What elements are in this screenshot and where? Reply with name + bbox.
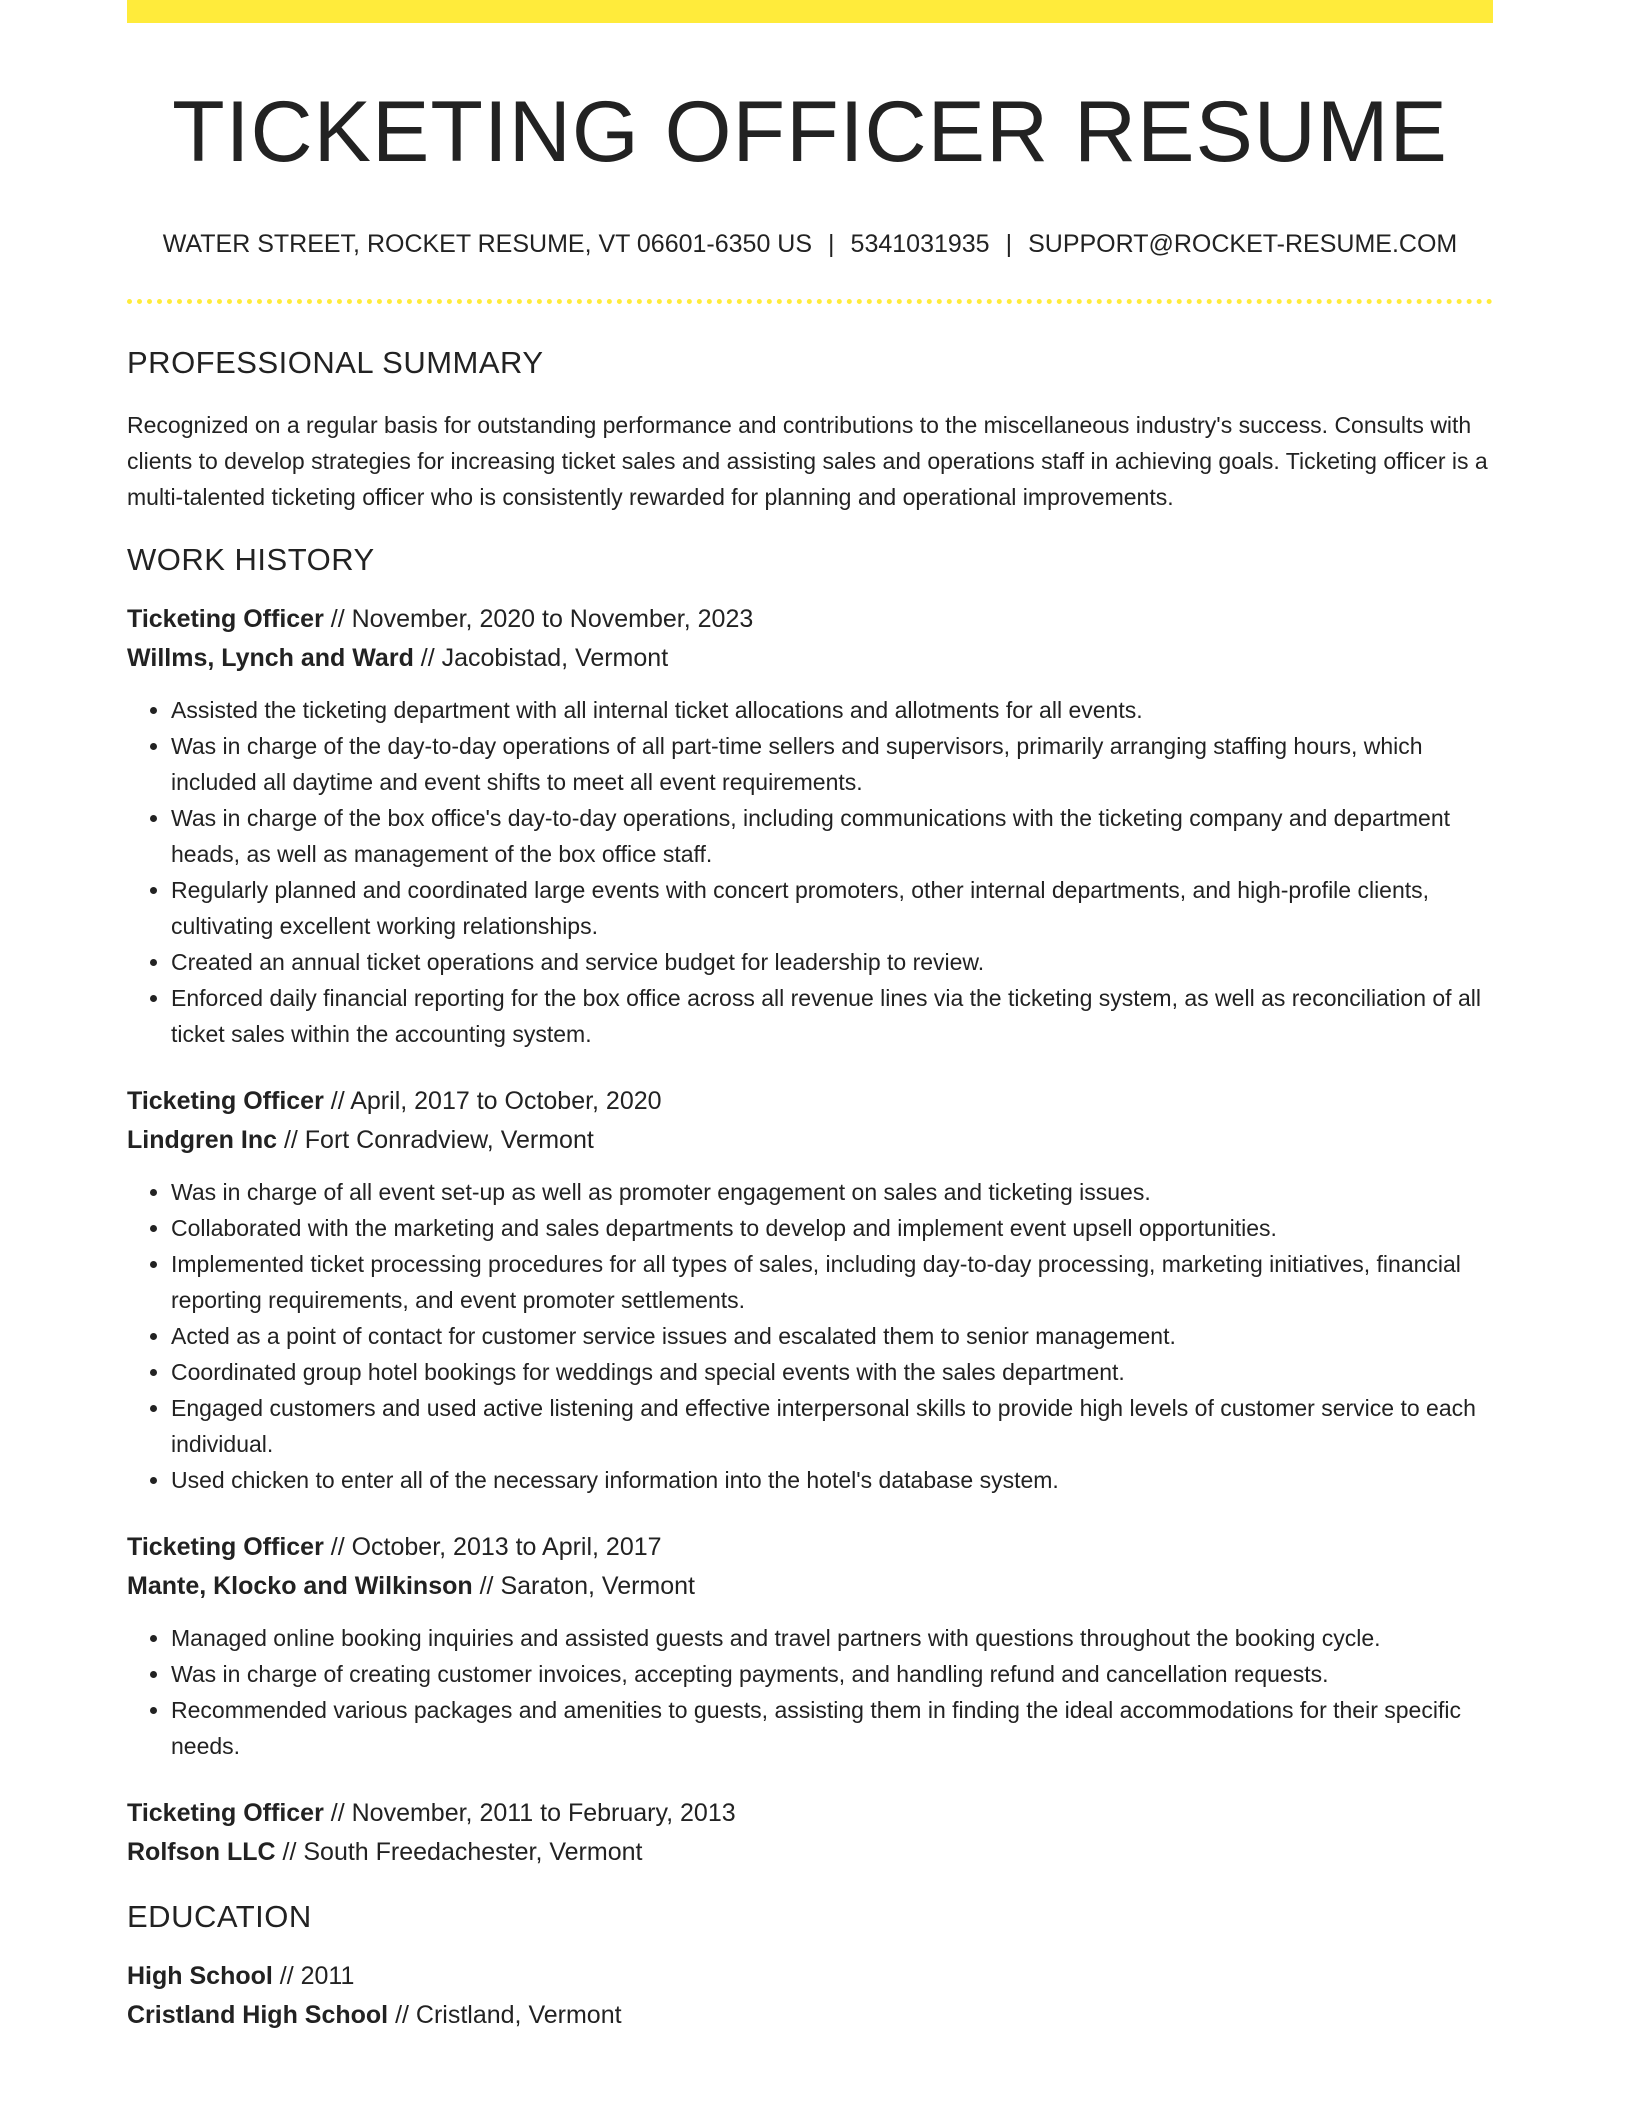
job-company-line bbox=[127, 1567, 1493, 1606]
job-role: Ticketing Officer bbox=[127, 1087, 324, 1116]
education-year: // 2011 bbox=[272, 1962, 355, 1991]
job-bullet-list bbox=[127, 692, 1493, 1052]
job-bullet: • Managed online booking inquiries and assisted guests and travel partners with questions throughout the booking cycle. bbox=[171, 1620, 1493, 1656]
job-company-line bbox=[127, 1121, 1493, 1160]
summary-heading: PROFESSIONAL SUMMARY bbox=[127, 344, 544, 380]
dotted-divider bbox=[127, 299, 1493, 304]
resume-page bbox=[127, 0, 1493, 2035]
job-entry bbox=[127, 1528, 1493, 1764]
job-location: // Saraton, Vermont bbox=[472, 1572, 695, 1601]
job-company: Willms, Lynch and Ward bbox=[127, 644, 414, 673]
job-bullet: • Acted as a point of contact for customer service issues and escalated them to senior management. bbox=[171, 1318, 1493, 1354]
education-location: // Cristland, Vermont bbox=[388, 2001, 622, 2030]
job-role: Ticketing Officer bbox=[127, 1533, 324, 1562]
job-bullet: • Engaged customers and used active listening and effective interpersonal skills to provide high levels of customer service to each individual. bbox=[171, 1390, 1493, 1462]
job-dates: // November, 2011 to February, 2013 bbox=[323, 1799, 736, 1828]
job-bullet-list bbox=[127, 1620, 1493, 1764]
work-history-heading: WORK HISTORY bbox=[127, 542, 375, 578]
contact-address: WATER STREET, ROCKET RESUME, VT 06601-6350 US bbox=[162, 229, 813, 258]
education-school: Cristland High School bbox=[127, 2001, 389, 2030]
job-location: // Fort Conradview, Vermont bbox=[277, 1126, 594, 1155]
job-title-line bbox=[127, 1082, 1493, 1121]
job-bullet: • Was in charge of creating customer invoices, accepting payments, and handling refund and cancellation requests. bbox=[171, 1656, 1493, 1692]
job-company: Mante, Klocko and Wilkinson bbox=[127, 1572, 473, 1601]
contact-separator: | bbox=[828, 229, 835, 258]
job-company-line bbox=[127, 639, 1493, 678]
job-entry bbox=[127, 1082, 1493, 1498]
job-dates: // April, 2017 to October, 2020 bbox=[323, 1087, 662, 1116]
job-dates: // October, 2013 to April, 2017 bbox=[323, 1533, 662, 1562]
job-location: // Jacobistad, Vermont bbox=[413, 644, 669, 673]
job-company: Rolfson LLC bbox=[127, 1838, 276, 1867]
job-title-line bbox=[127, 1794, 1493, 1833]
job-bullet: • Used chicken to enter all of the necessary information into the hotel's database system. bbox=[171, 1462, 1493, 1498]
job-company: Lindgren Inc bbox=[127, 1126, 277, 1155]
education-school-line bbox=[127, 1996, 1493, 2035]
job-bullet: • Implemented ticket processing procedures for all types of sales, including day-to-day processing, marketing initiatives, financial reporting requirements, and event promoter settlements. bbox=[171, 1246, 1493, 1318]
contact-phone: 5341031935 bbox=[850, 229, 990, 258]
job-location: // South Freedachester, Vermont bbox=[275, 1838, 643, 1867]
contact-email: SUPPORT@ROCKET-RESUME.COM bbox=[1028, 229, 1458, 258]
job-bullet: • Assisted the ticketing department with all internal ticket allocations and allotments for all events. bbox=[171, 692, 1493, 728]
job-bullet: • Coordinated group hotel bookings for weddings and special events with the sales department. bbox=[171, 1354, 1493, 1390]
summary-text: Recognized on a regular basis for outstanding performance and contributions to the miscellaneous industry's success. Consults with clients to develop strategies for increasing ticket sales and assisting sales and operations staff in achieving goals. Ticketing officer is a multi-talented ticketing officer who is consistently rewarded for planning and operational improvements. bbox=[127, 412, 1488, 511]
education-degree-line bbox=[127, 1957, 1493, 1996]
job-company-line bbox=[127, 1833, 1493, 1872]
job-bullet: • Recommended various packages and amenities to guests, assisting them in finding the ideal accommodations for their specific needs. bbox=[171, 1692, 1493, 1764]
education-heading: EDUCATION bbox=[127, 1899, 312, 1935]
job-bullet-list bbox=[127, 1174, 1493, 1498]
resume-title: TICKETING OFFICER RESUME bbox=[172, 84, 1448, 180]
job-role: Ticketing Officer bbox=[127, 1799, 324, 1828]
job-bullet: • Was in charge of all event set-up as well as promoter engagement on sales and ticketing issues. bbox=[171, 1174, 1493, 1210]
education-degree: High School bbox=[127, 1962, 273, 1991]
job-bullet: • Created an annual ticket operations and service budget for leadership to review. bbox=[171, 944, 1493, 980]
job-title-line bbox=[127, 1528, 1493, 1567]
contact-separator: | bbox=[1005, 229, 1013, 258]
job-entry bbox=[127, 1794, 1493, 1872]
education-entry bbox=[127, 1957, 1493, 2035]
job-entry bbox=[127, 600, 1493, 1052]
contact-line bbox=[127, 230, 1493, 259]
job-title-line bbox=[127, 600, 1493, 639]
job-bullet: • Enforced daily financial reporting for the box office across all revenue lines via the ticketing system, as well as reconciliation of all ticket sales within the accounting system. bbox=[171, 980, 1493, 1052]
job-role: Ticketing Officer bbox=[127, 605, 324, 634]
job-bullet: • Collaborated with the marketing and sales departments to develop and implement event upsell opportunities. bbox=[171, 1210, 1493, 1246]
job-bullet: • Regularly planned and coordinated large events with concert promoters, other internal departments, and high-profile clients, cultivating excellent working relationships. bbox=[171, 872, 1493, 944]
job-bullet: • Was in charge of the day-to-day operations of all part-time sellers and supervisors, primarily arranging staffing hours, which included all daytime and event shifts to meet all event requirements. bbox=[171, 728, 1493, 800]
job-dates: // November, 2020 to November, 2023 bbox=[323, 605, 754, 634]
accent-top-bar bbox=[127, 0, 1493, 23]
job-bullet: • Was in charge of the box office's day-to-day operations, including communications with the ticketing company and department heads, as well as management of the box office staff. bbox=[171, 800, 1493, 872]
